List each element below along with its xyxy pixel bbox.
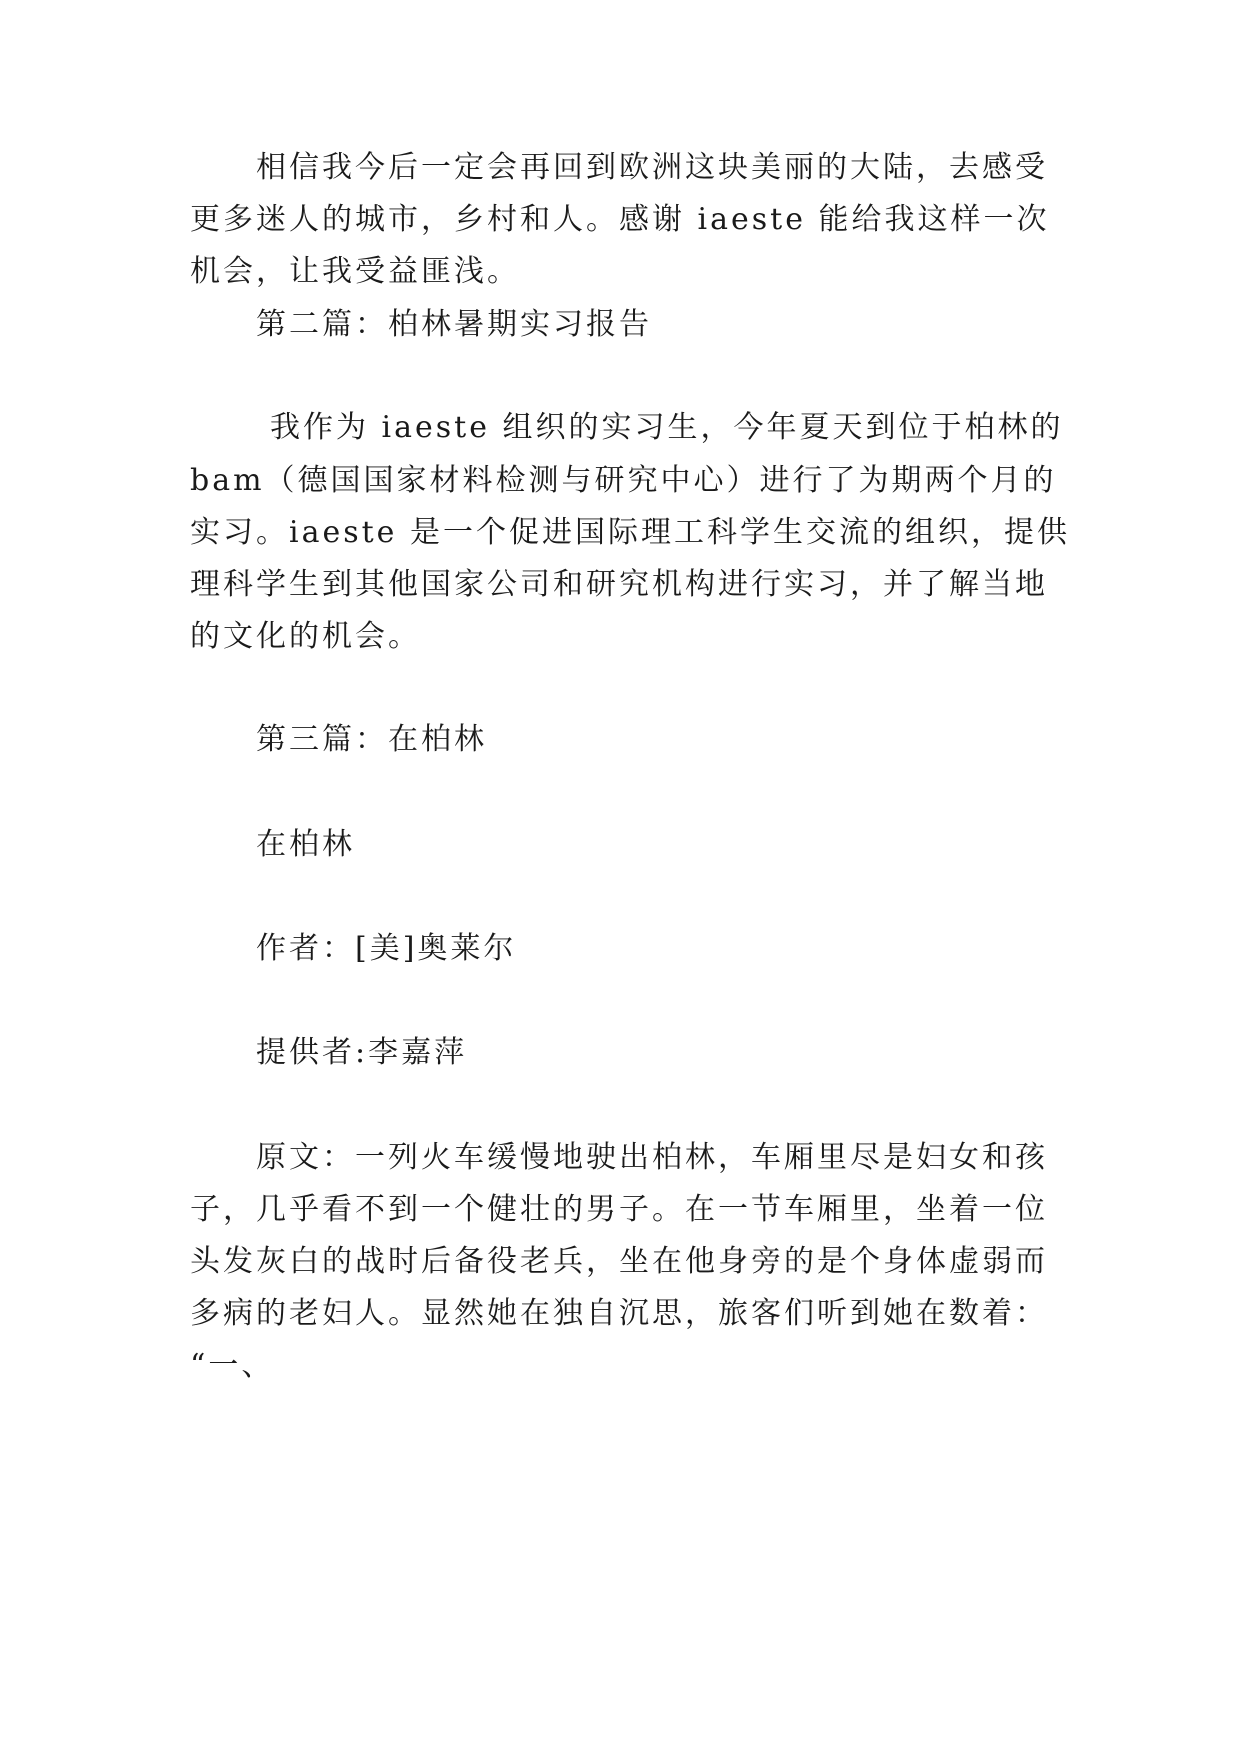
paragraph-1-line-2: 更多迷人的城市，乡村和人。感谢 iaeste 能给我这样一次 <box>190 202 1050 237</box>
paragraph-2-line-5: 的文化的机会。 <box>190 619 421 654</box>
paragraph-3-line-2: 子，几乎看不到一个健壮的男子。在一节车厢里，坐着一位 <box>190 1192 1048 1227</box>
author-line: 作者：[美]奥莱尔 <box>256 931 517 966</box>
paragraph-1-line-3: 机会，让我受益匪浅。 <box>190 254 520 289</box>
section-2-title: 第二篇：柏林暑期实习报告 <box>256 307 652 342</box>
article-title: 在柏林 <box>256 827 355 862</box>
paragraph-3-line-4: 多病的老妇人。显然她在独自沉思，旅客们听到她在数着： <box>190 1296 1048 1331</box>
paragraph-3-line-1: 原文：一列火车缓慢地驶出柏林，车厢里尽是妇女和孩 <box>256 1140 1048 1175</box>
section-3-title: 第三篇：在柏林 <box>256 722 487 757</box>
paragraph-1-line-1: 相信我今后一定会再回到欧洲这块美丽的大陆，去感受 <box>256 150 1048 185</box>
paragraph-2-line-2: bam（德国国家材料检测与研究中心）进行了为期两个月的 <box>190 463 1057 498</box>
paragraph-2-line-3: 实习。iaeste 是一个促进国际理工科学生交流的组织，提供 <box>190 515 1070 550</box>
paragraph-2-line-4: 理科学生到其他国家公司和研究机构进行实习，并了解当地 <box>190 567 1048 602</box>
paragraph-3-line-3: 头发灰白的战时后备役老兵，坐在他身旁的是个身体虚弱而 <box>190 1244 1048 1279</box>
paragraph-2-line-1: 我作为 iaeste 组织的实习生，今年夏天到位于柏林的 <box>270 410 1064 445</box>
paragraph-3-line-5: “一、 <box>190 1348 275 1383</box>
provider-line: 提供者:李嘉萍 <box>256 1035 468 1070</box>
